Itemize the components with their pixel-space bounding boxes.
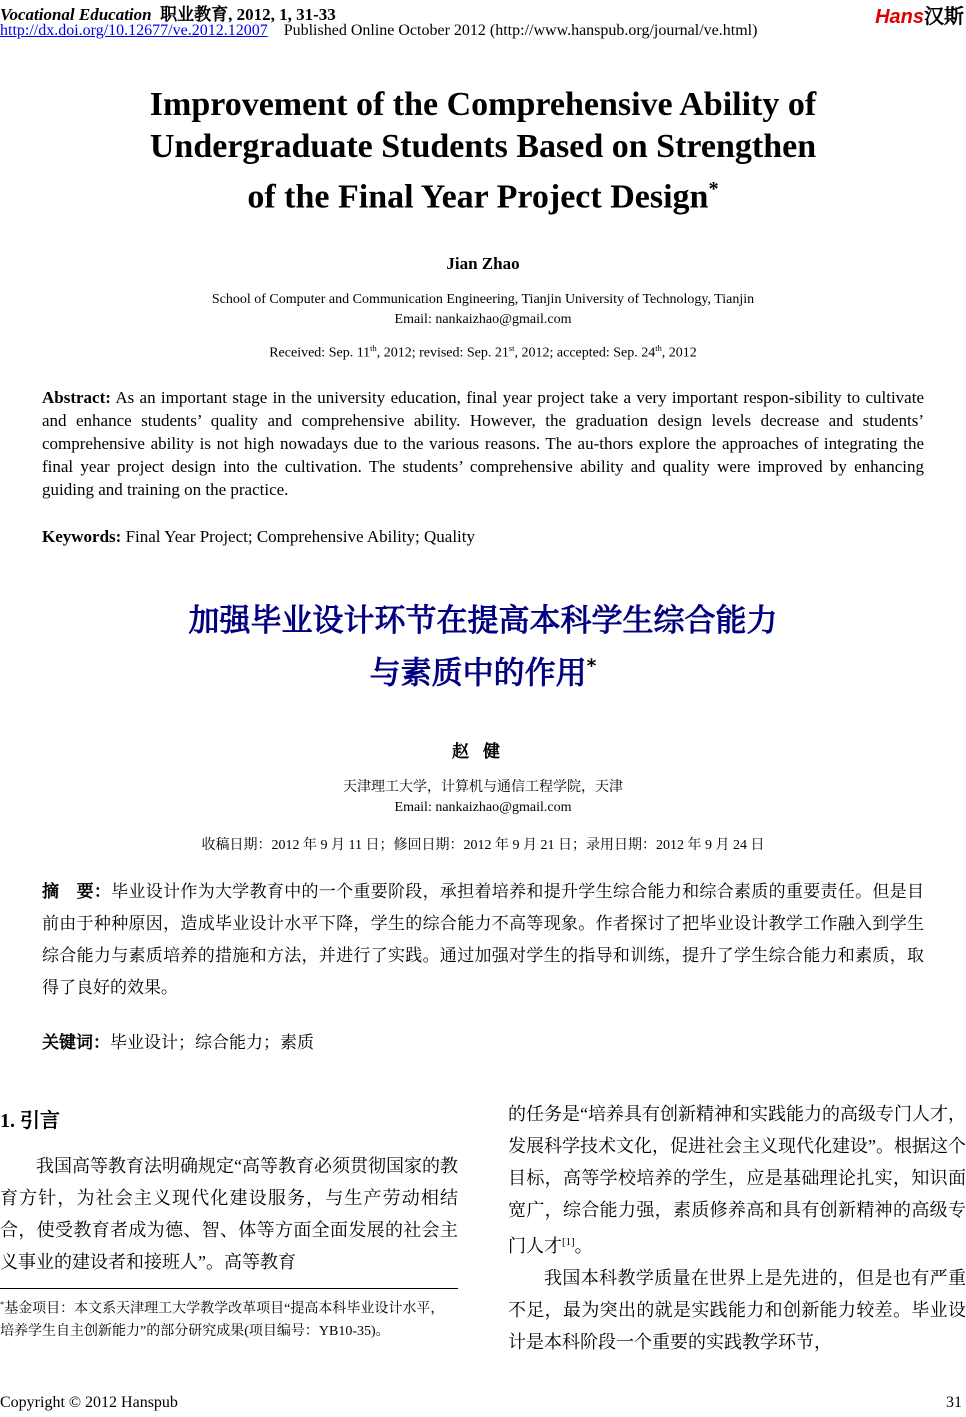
chinese-abstract bbox=[42, 876, 924, 1004]
title-line: of the Final Year Project Design bbox=[247, 178, 709, 216]
abstract-label: Abstract: bbox=[42, 388, 111, 407]
chinese-dates: 收稿日期：2012 年 9 月 11 日；修回日期：2012 年 9 月 21 日；录用日期：2012 年 9 月 24 日 bbox=[201, 838, 765, 853]
logo-cn: 汉斯 bbox=[924, 6, 964, 28]
section-heading: 1. 引言 bbox=[0, 1110, 60, 1132]
english-abstract bbox=[42, 386, 924, 501]
keywords-label: 关键词： bbox=[42, 1033, 110, 1053]
chinese-title bbox=[0, 598, 966, 696]
citation[interactable]: [1] bbox=[562, 1236, 575, 1248]
affiliation-text: 天津理工大学，计算机与通信工程学院，天津 bbox=[343, 780, 623, 795]
journal-issue: 职业教育, 2012, 1, 31-33 bbox=[160, 5, 336, 24]
body-paragraph: 的任务是“培养具有创新精神和实践能力的高级专门人才，发展科学技术文化，促进社会主义现代化建设”。根据这个目标，高等学校培养的学生，应是基础理论扎实，知识面宽广，综合能力强，素质修养高和具有创新精神的高级专门人才 bbox=[508, 1104, 966, 1256]
keywords-text: Final Year Project; Comprehensive Ability; Quality bbox=[121, 527, 475, 546]
copyright: Copyright © 2012 Hanspub bbox=[0, 1394, 178, 1411]
chinese-affiliation bbox=[0, 778, 966, 818]
title-line: 与素质中的作用 bbox=[369, 655, 587, 692]
dates: Received: Sep. 11th, 2012; revised: Sep. 21st, 2012; accepted: Sep. 24th, 2012 bbox=[269, 344, 697, 361]
logo-en: Hans bbox=[875, 6, 924, 28]
english-keywords bbox=[42, 527, 475, 547]
footnote: *基金项目：本文系天津理工大学教学改革项目“提高本科毕业设计水平，培养学生自主创新能力”的部分研究成果(项目编号：YB10-35)。 bbox=[0, 1300, 445, 1339]
footnote-divider bbox=[0, 1288, 458, 1289]
title-line: Undergraduate Students Based on Strengthen bbox=[149, 128, 817, 165]
abstract-label: 摘 要： bbox=[42, 882, 112, 902]
chinese-author: 赵健 bbox=[452, 742, 514, 761]
page-number: 31 bbox=[946, 1394, 962, 1411]
doi-link[interactable]: http://dx.doi.org/10.12677/ve.2012.12007 bbox=[0, 22, 268, 39]
footnote-mark: * bbox=[586, 656, 597, 677]
email: Email: nankaizhao@gmail.com bbox=[394, 800, 572, 815]
published-info: Published Online October 2012 (http://www.hanspub.org/journal/ve.html) bbox=[283, 22, 758, 39]
email: Email: nankaizhao@gmail.com bbox=[394, 312, 572, 327]
footnote-mark: * bbox=[708, 178, 719, 200]
abstract-text: 毕业设计作为大学教育中的一个重要阶段，承担着培养和提升学生综合能力和综合素质的重要责任。但是目前由于种种原因，造成毕业设计水平下降，学生的综合能力不高等现象。作者探讨了把毕业设计教学工作融入到学生综合能力与素质培养的措施和方法，并进行了实践。通过加强对学生的指导和训练，提升了学生综合能力和素质，取得了良好的效果。 bbox=[42, 882, 925, 997]
doi-line bbox=[0, 22, 757, 40]
journal-name: Vocational Education bbox=[0, 5, 152, 24]
affiliation-text: School of Computer and Communication Engineering, Tianjin University of Technology, Tianjin bbox=[211, 292, 755, 307]
author-name: Jian Zhao bbox=[446, 254, 520, 273]
english-title bbox=[0, 84, 966, 218]
body-paragraph: 我国高等教育法明确规定“高等教育必须贯彻国家的教育方针，为社会主义现代化建设服务，与生产劳动相结合，使受教育者成为德、智、体等方面全面发展的社会主义事业的建设者和接班人”。高等教育 bbox=[0, 1156, 458, 1272]
footnote-text: 基金项目：本文系天津理工大学教学改革项目“提高本科毕业设计水平，培养学生自主创新能力”的部分研究成果(项目编号：YB10-35)。 bbox=[0, 1301, 445, 1339]
right-column: 的任务是“培养具有创新精神和实践能力的高级专门人才，发展科学技术文化，促进社会主义现代化建设”。根据这个目标，高等学校培养的学生，应是基础理论扎实，知识面宽广，综合能力强，素质修养高和具有创新精神的高级专门人才[1]。 我国本科教学质量在世界上是先进的，但是也有严重不足，最为突出的就是实践能力和创新能力较差。毕业设计是本科阶段一个重要的实践教学环节， bbox=[508, 1098, 966, 1358]
body-paragraph: 我国本科教学质量在世界上是先进的，但是也有严重不足，最为突出的就是实践能力和创新能力较差。毕业设计是本科阶段一个重要的实践教学环节， bbox=[508, 1268, 966, 1352]
title-line: 加强毕业设计环节在提高本科学生综合能力 bbox=[188, 603, 778, 639]
chinese-keywords bbox=[42, 1028, 314, 1053]
abstract-text: As an important stage in the university education, final year project take a very important respon-sibility to cultivate and enhance students’ quality and comprehensive ability. However, the graduation design levels decrease and students’ comprehensive ability is not high nowadays due to the various reasons. The au-thors explore the approaches of integrating the final year project design into the cultivation. The students’ comprehensive ability and quality were improved by enhancing guiding and training on the practice. bbox=[42, 388, 924, 499]
hans-logo bbox=[875, 0, 964, 29]
keywords-text: 毕业设计；综合能力；素质 bbox=[110, 1033, 314, 1052]
affiliation bbox=[0, 290, 966, 330]
title-line: Improvement of the Comprehensive Ability of bbox=[149, 86, 817, 123]
keywords-label: Keywords: bbox=[42, 527, 122, 546]
